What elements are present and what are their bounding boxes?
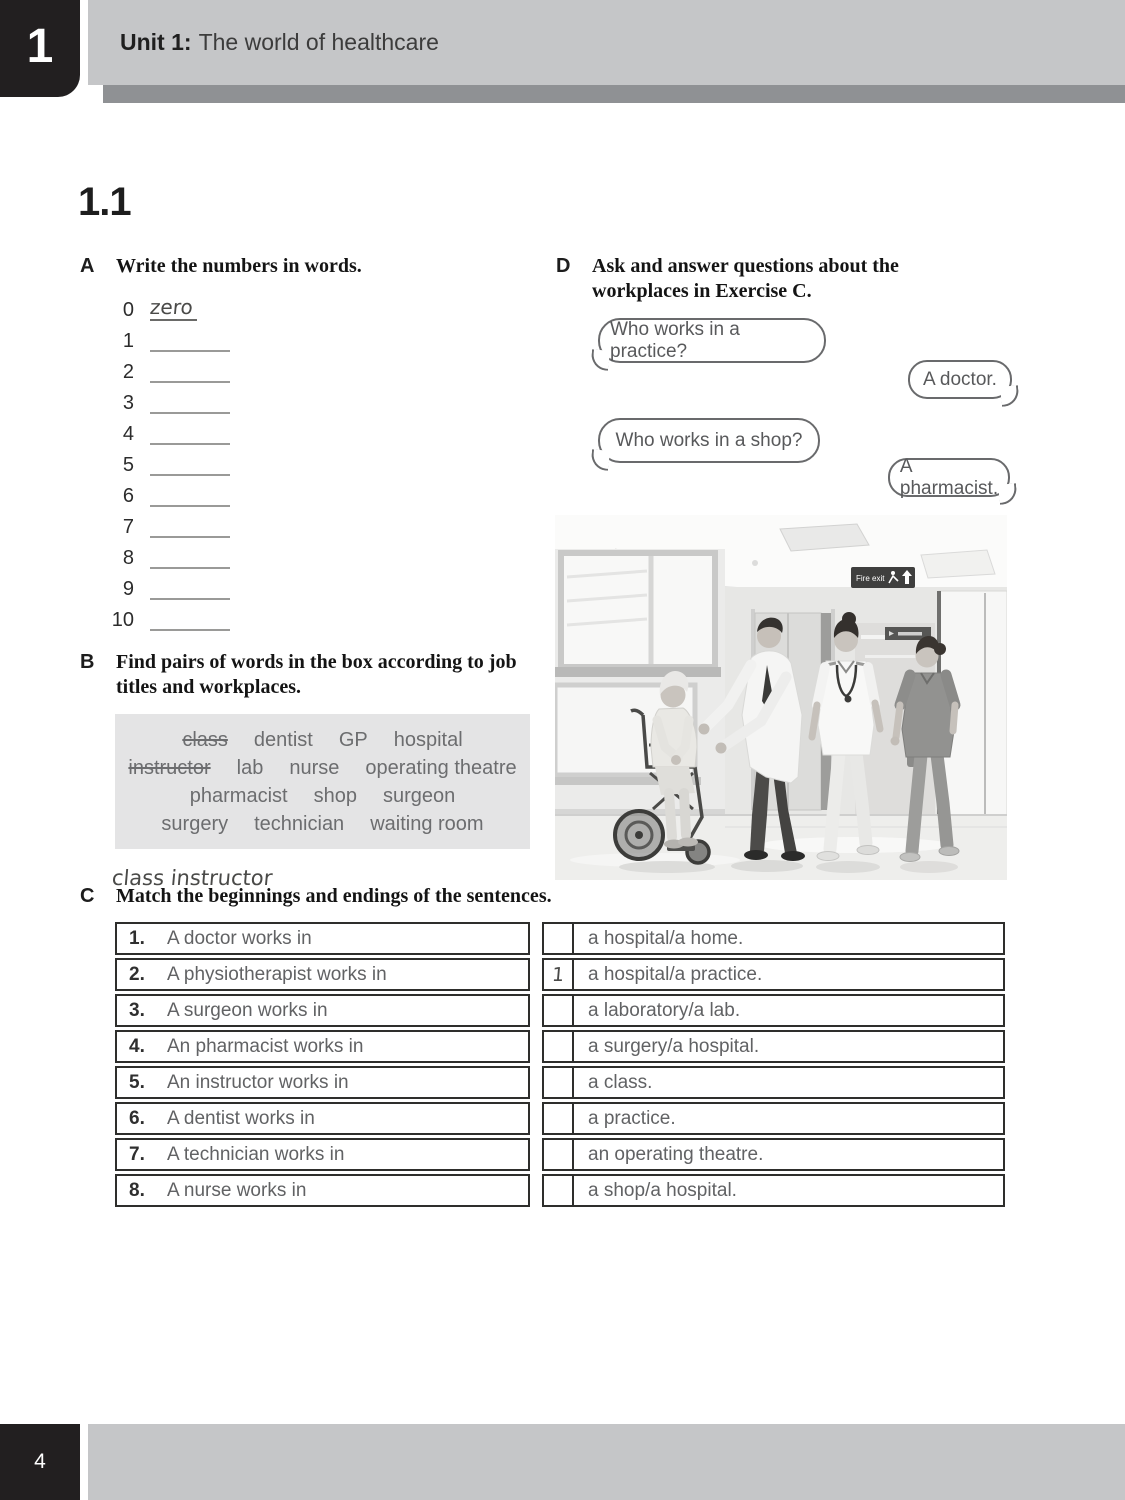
table-row — [542, 994, 1005, 1027]
table-row — [542, 1030, 1005, 1063]
sentence-ending: a hospital/a practice. — [588, 963, 763, 985]
word-box-word: nurse — [289, 756, 340, 779]
speech-bubble-answer-2: A pharmacist. — [888, 458, 1010, 497]
fire-exit-sign — [851, 567, 915, 588]
answer-line — [150, 474, 230, 476]
exercise-c-letter: C — [80, 885, 95, 907]
table-row — [115, 1030, 530, 1063]
table-row — [115, 1138, 530, 1171]
row-number: 5. — [129, 1071, 145, 1093]
table-row — [542, 922, 1005, 955]
exercise-a-instruction: Write the numbers in words. — [116, 255, 362, 277]
sentence-beginning: A dentist works in — [167, 1107, 315, 1129]
exercise-a — [80, 254, 535, 631]
hospital-corridor-illustration — [555, 515, 1007, 880]
number-label: 9 — [122, 578, 134, 600]
table-row — [115, 994, 530, 1027]
table-row — [542, 1102, 1005, 1135]
word-box-line — [119, 754, 526, 782]
row-number: 8. — [129, 1179, 145, 1201]
speech-bubble-question-1: Who works in a practice? — [598, 318, 826, 363]
unit-number: 1 — [26, 19, 54, 73]
answer-box — [544, 1068, 574, 1097]
table-row — [542, 1174, 1005, 1207]
exercise-a-letter: A — [80, 255, 95, 277]
speech-bubble-answer-1: A doctor. — [908, 360, 1012, 399]
exercise-d-instruction: Ask and answer questions about the workplaces in Exercise C. — [592, 255, 899, 302]
word-box-word: instructor — [128, 756, 211, 779]
number-item — [80, 569, 535, 600]
exercise-c — [80, 884, 1015, 1210]
answer-box — [544, 1176, 574, 1205]
number-label: 2 — [122, 361, 134, 383]
row-number: 4. — [129, 1035, 145, 1057]
number-item — [80, 383, 535, 414]
sentence-ending: a surgery/a hospital. — [588, 1035, 760, 1057]
word-box-word: pharmacist — [189, 784, 288, 807]
page-number: 4 — [34, 1450, 46, 1473]
word-box-word: lab — [236, 756, 264, 779]
row-number: 7. — [129, 1143, 145, 1165]
photo-hospital-corridor — [555, 515, 1007, 880]
answer-line — [150, 297, 197, 321]
number-label: 4 — [122, 423, 134, 445]
answer-line — [150, 412, 230, 414]
unit-header-bar — [88, 0, 1125, 85]
answer-box — [544, 924, 574, 953]
answer-line — [150, 629, 230, 631]
number-item — [80, 290, 535, 321]
sentence-beginning: A surgeon works in — [167, 999, 328, 1021]
doctor-shoe — [781, 851, 805, 861]
word-box-word: technician — [254, 812, 345, 835]
answer-line — [150, 598, 230, 600]
number-item — [80, 414, 535, 445]
word-box-line — [119, 726, 526, 754]
table-row — [115, 958, 530, 991]
word-box-word: waiting room — [370, 812, 484, 835]
answer-line — [150, 350, 230, 352]
row-number: 1. — [129, 927, 145, 949]
sentence-beginning: A doctor works in — [167, 927, 312, 949]
sentence-ending: a laboratory/a lab. — [588, 999, 741, 1021]
answer-line — [150, 567, 230, 569]
answer-line — [150, 381, 230, 383]
word-box-word: GP — [338, 728, 368, 751]
exercise-d — [556, 254, 1026, 504]
ceiling-light — [921, 550, 995, 578]
exercise-b-letter: B — [80, 651, 95, 673]
sentence-ending: a class. — [588, 1071, 653, 1093]
number-item — [80, 476, 535, 507]
footer-bar — [88, 1424, 1125, 1500]
word-box-word: class — [182, 728, 228, 751]
unit-title: The world of healthcare — [198, 29, 439, 55]
exercise-d-letter: D — [556, 255, 571, 277]
word-box-word: operating theatre — [365, 756, 517, 779]
answer-box — [544, 1032, 574, 1061]
sentence-ending: a practice. — [588, 1107, 676, 1129]
number-item — [80, 507, 535, 538]
row-number: 6. — [129, 1107, 145, 1129]
table-row — [115, 1066, 530, 1099]
table-row — [115, 1174, 530, 1207]
word-box — [115, 714, 530, 849]
number-label: 10 — [111, 609, 134, 631]
answer-line — [150, 536, 230, 538]
exercise-a-list — [80, 290, 535, 631]
number-label: 5 — [122, 454, 134, 476]
word-box-word: surgeon — [382, 784, 456, 807]
section-number: 1.1 — [78, 180, 131, 224]
word-box-line — [119, 782, 526, 810]
sentence-ending: a shop/a hospital. — [588, 1179, 737, 1201]
table-row — [542, 958, 1005, 991]
sentence-beginning: A technician works in — [167, 1143, 345, 1165]
number-item — [80, 321, 535, 352]
word-box-word: shop — [313, 784, 357, 807]
speech-bubble-question-2: Who works in a shop? — [598, 418, 820, 463]
sentence-endings-table — [542, 922, 1005, 1210]
unit-label: Unit 1: — [120, 29, 192, 55]
answer-line — [150, 505, 230, 507]
word-box-word: surgery — [161, 812, 229, 835]
sentence-beginning: An instructor works in — [167, 1071, 349, 1093]
number-label: 1 — [122, 330, 134, 352]
number-item — [80, 538, 535, 569]
header-accent-strip — [103, 85, 1125, 103]
table-row — [542, 1066, 1005, 1099]
sentence-ending: an operating theatre. — [588, 1143, 764, 1165]
sentence-beginning: A physiotherapist works in — [167, 963, 387, 985]
doctor-shoe — [744, 850, 768, 860]
sentence-beginnings-table — [115, 922, 530, 1210]
number-label: 6 — [122, 485, 134, 507]
number-label: 7 — [122, 516, 134, 538]
answer-line — [150, 443, 230, 445]
number-item — [80, 352, 535, 383]
handwritten-answer: class instructor — [110, 866, 274, 890]
word-box-line — [119, 810, 526, 838]
exercise-c-instruction: Match the beginnings and endings of the sentences. — [116, 885, 552, 907]
word-box-word: dentist — [253, 728, 313, 751]
sentence-beginning: A nurse works in — [167, 1179, 307, 1201]
exercise-b-instruction: Find pairs of words in the box according to job titles and workplaces. — [116, 651, 517, 698]
page-number-box — [0, 1424, 80, 1500]
number-label: 3 — [122, 392, 134, 414]
answer-box — [544, 960, 574, 989]
answer-box — [544, 1104, 574, 1133]
table-row — [542, 1138, 1005, 1171]
table-row — [115, 1102, 530, 1135]
fire-exit-sign-text: Fire exit — [856, 574, 885, 583]
sentence-ending: a hospital/a home. — [588, 927, 744, 949]
word-box-word: hospital — [393, 728, 463, 751]
number-item — [80, 445, 535, 476]
handwritten-answer: 1 — [550, 963, 566, 986]
number-label: 8 — [122, 547, 134, 569]
answer-box — [544, 1140, 574, 1169]
row-number: 3. — [129, 999, 145, 1021]
table-row — [115, 922, 530, 955]
number-item — [80, 600, 535, 631]
unit-number-tab — [0, 0, 80, 97]
answer-box — [544, 996, 574, 1025]
handwritten-answer: zero — [148, 295, 194, 319]
number-label: 0 — [122, 299, 134, 321]
sentence-beginning: An pharmacist works in — [167, 1035, 364, 1057]
row-number: 2. — [129, 963, 145, 985]
exercise-b — [80, 650, 550, 891]
